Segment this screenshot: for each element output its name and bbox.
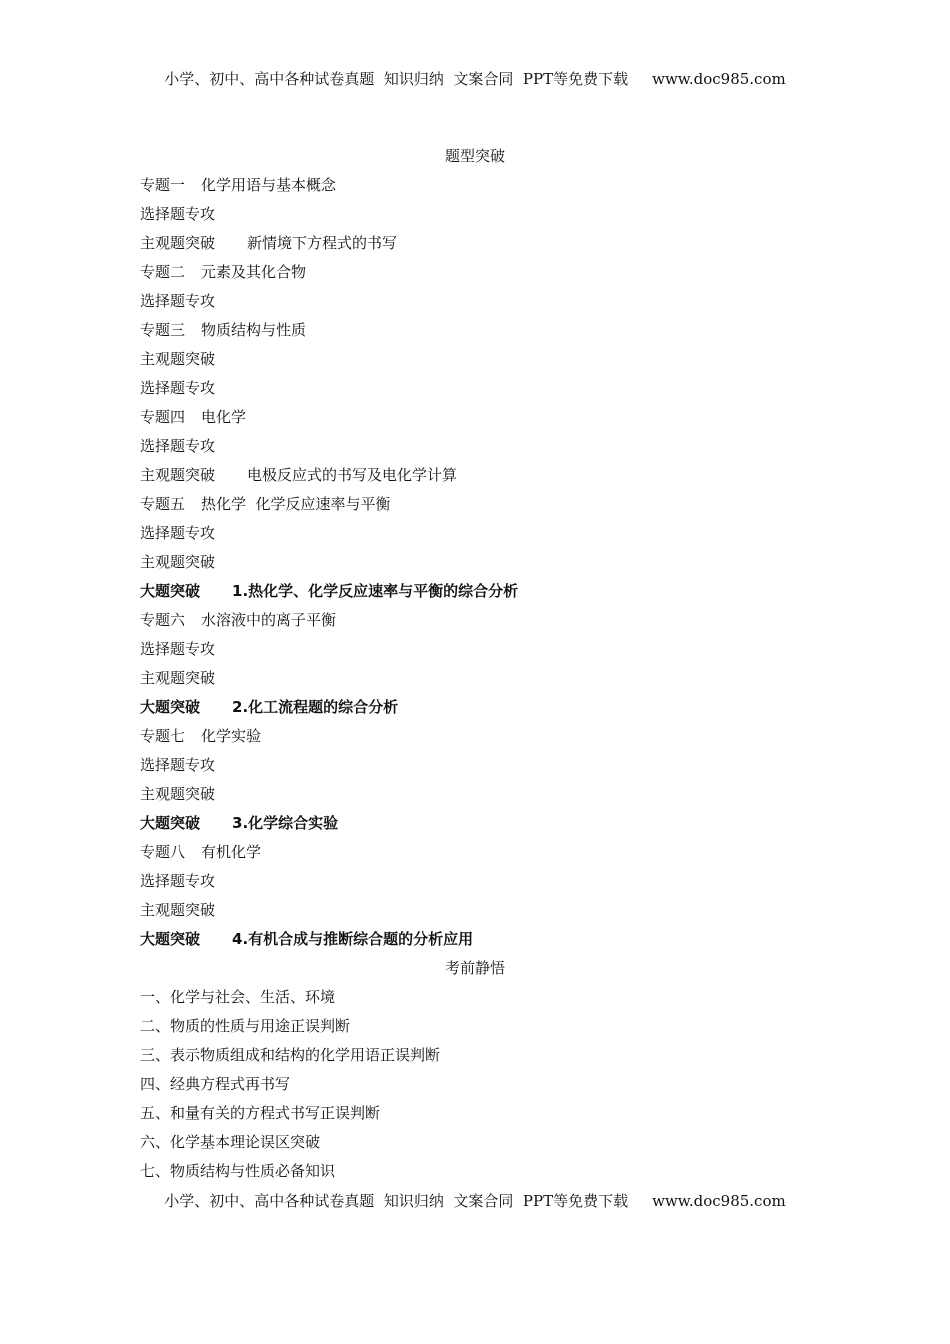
toc-line-label: 专题六 — [140, 611, 186, 629]
toc-line-label: 主观题突破 — [140, 350, 216, 368]
toc-line-label: 选择题专攻 — [140, 524, 216, 542]
toc-line[interactable] — [140, 316, 820, 345]
toc-line-label: 专题四 — [140, 408, 186, 426]
toc-line[interactable] — [140, 606, 820, 635]
toc-line-label: 专题二 — [140, 263, 186, 281]
toc-line-label: 选择题专攻 — [140, 292, 216, 310]
toc-line-major[interactable] — [140, 925, 820, 954]
toc-line-text: 热化学 化学反应速率与平衡 — [201, 495, 391, 513]
toc-line[interactable] — [140, 548, 820, 577]
toc-line-text: 化学实验 — [201, 727, 262, 745]
toc-line[interactable] — [140, 664, 820, 693]
toc-line[interactable] — [140, 490, 820, 519]
toc-line-text: 1.热化学、化学反应速率与平衡的综合分析 — [232, 582, 519, 600]
toc-line[interactable] — [140, 345, 820, 374]
toc-line-label: 专题五 — [140, 495, 186, 513]
toc-line-label: 专题七 — [140, 727, 186, 745]
toc-line-label: 专题八 — [140, 843, 186, 861]
toc-line-label: 大题突破 — [140, 698, 201, 716]
toc-line-text: 有机化学 — [201, 843, 262, 861]
section-title-kaoqian: 考前静悟 — [444, 959, 505, 977]
toc-line-label: 主观题突破 — [140, 466, 216, 484]
toc-line-label: 专题三 — [140, 321, 186, 339]
toc-line-text: 元素及其化合物 — [201, 263, 307, 281]
toc-line[interactable] — [140, 838, 820, 867]
toc-line[interactable] — [140, 374, 820, 403]
toc-line-text: 3.化学综合实验 — [232, 814, 339, 832]
toc-line-text: 水溶液中的离子平衡 — [201, 611, 337, 629]
footer-text: 小学、初中、高中各种试卷真题 知识归纳 文案合同 PPT等免费下载 — [164, 1192, 629, 1210]
toc-line-label: 主观题突破 — [140, 901, 216, 919]
toc-line-text: 物质结构与性质 — [201, 321, 307, 339]
toc-line-label: 专题一 — [140, 176, 186, 194]
list-item[interactable]: 六、化学基本理论误区突破 — [140, 1133, 321, 1151]
toc-content — [140, 142, 820, 1186]
toc-line-label: 主观题突破 — [140, 234, 216, 252]
footer-url[interactable]: www.doc985.com — [652, 1192, 786, 1210]
header-text: 小学、初中、高中各种试卷真题 知识归纳 文案合同 PPT等免费下载 — [164, 70, 629, 88]
toc-line-text: 4.有机合成与推断综合题的分析应用 — [232, 930, 474, 948]
toc-line-label: 大题突破 — [140, 930, 201, 948]
toc-line-text: 化学用语与基本概念 — [201, 176, 337, 194]
toc-line-label: 选择题专攻 — [140, 872, 216, 890]
toc-line-text: 电极反应式的书写及电化学计算 — [247, 466, 458, 484]
page-header — [0, 68, 950, 89]
toc-line[interactable] — [140, 519, 820, 548]
toc-line[interactable] — [140, 432, 820, 461]
section-title-tixing: 题型突破 — [444, 147, 505, 165]
toc-line-label: 主观题突破 — [140, 785, 216, 803]
list-item[interactable]: 五、和量有关的方程式书写正误判断 — [140, 1104, 381, 1122]
toc-line-text: 2.化工流程题的综合分析 — [232, 698, 399, 716]
toc-line-label: 选择题专攻 — [140, 379, 216, 397]
toc-line-text: 新情境下方程式的书写 — [247, 234, 398, 252]
toc-line-label: 主观题突破 — [140, 669, 216, 687]
toc-line-label: 选择题专攻 — [140, 205, 216, 223]
toc-line[interactable] — [140, 896, 820, 925]
toc-line-major[interactable] — [140, 577, 820, 606]
toc-line[interactable] — [140, 258, 820, 287]
toc-line[interactable] — [140, 287, 820, 316]
toc-line[interactable] — [140, 403, 820, 432]
toc-line-label: 选择题专攻 — [140, 437, 216, 455]
toc-line[interactable] — [140, 867, 820, 896]
toc-line[interactable] — [140, 461, 820, 490]
toc-line[interactable] — [140, 229, 820, 258]
toc-line-major[interactable] — [140, 693, 820, 722]
list-item[interactable]: 四、经典方程式再书写 — [140, 1075, 291, 1093]
toc-line-label: 大题突破 — [140, 582, 201, 600]
toc-line[interactable] — [140, 635, 820, 664]
toc-line-label: 选择题专攻 — [140, 640, 216, 658]
page-footer — [0, 1190, 950, 1211]
toc-line[interactable] — [140, 200, 820, 229]
toc-line[interactable] — [140, 780, 820, 809]
toc-line[interactable] — [140, 171, 820, 200]
toc-line[interactable] — [140, 722, 820, 751]
toc-line-label: 选择题专攻 — [140, 756, 216, 774]
list-item[interactable]: 一、化学与社会、生活、环境 — [140, 988, 336, 1006]
toc-line[interactable] — [140, 751, 820, 780]
list-item[interactable]: 七、物质结构与性质必备知识 — [140, 1162, 336, 1180]
toc-line-label: 大题突破 — [140, 814, 201, 832]
list-item[interactable]: 二、物质的性质与用途正误判断 — [140, 1017, 351, 1035]
header-url[interactable]: www.doc985.com — [652, 70, 786, 88]
toc-line-text: 电化学 — [201, 408, 247, 426]
toc-line-major[interactable] — [140, 809, 820, 838]
list-item[interactable]: 三、表示物质组成和结构的化学用语正误判断 — [140, 1046, 441, 1064]
toc-line-label: 主观题突破 — [140, 553, 216, 571]
